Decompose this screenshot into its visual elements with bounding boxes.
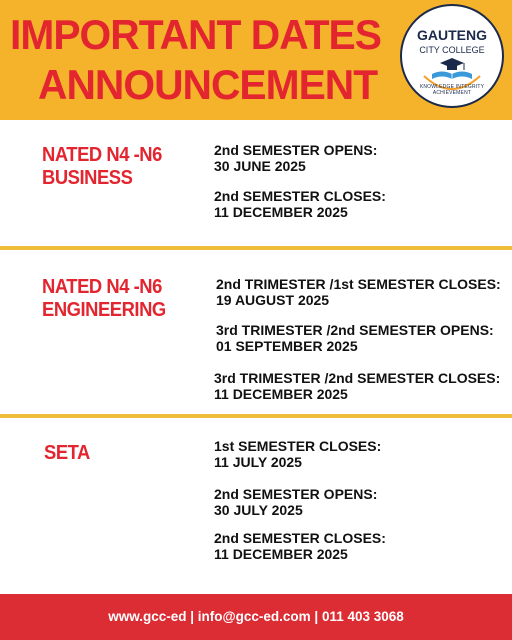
logo-name-line-2: CITY COLLEGE — [419, 45, 485, 55]
header-banner — [0, 0, 512, 120]
title-line-1: IMPORTANT DATES — [10, 11, 381, 58]
date-entry — [214, 438, 381, 470]
section-business — [0, 120, 512, 246]
entry-date: 11 JULY 2025 — [214, 454, 302, 470]
date-entry — [214, 370, 500, 402]
logo-name-line-1: GAUTENG — [417, 27, 487, 43]
entry-heading: 2nd SEMESTER OPENS: — [214, 486, 378, 502]
section-label: SETA — [44, 442, 90, 464]
date-entry — [214, 530, 386, 562]
entry-date: 30 JULY 2025 — [214, 502, 303, 518]
entry-heading: 2nd SEMESTER CLOSES: — [214, 530, 386, 546]
title-line-2: ANNOUNCEMENT — [38, 61, 378, 108]
section-label: NATED N4 -N6 ENGINEERING — [42, 276, 166, 321]
date-entry — [216, 322, 494, 354]
entry-date: 11 DECEMBER 2025 — [214, 386, 348, 402]
logo-motto: KNOWLEDGE INTEGRITY ACHIEVEMENT — [419, 84, 485, 96]
date-entry — [214, 486, 377, 518]
entry-date: 11 DECEMBER 2025 — [214, 204, 348, 220]
footer-contact-bar — [0, 594, 512, 640]
college-logo — [400, 4, 504, 108]
date-entry — [214, 142, 377, 174]
entry-date: 19 AUGUST 2025 — [216, 292, 330, 308]
entry-date: 01 SEPTEMBER 2025 — [216, 338, 358, 354]
footer-contact-text: www.gcc-ed | info@gcc-ed.com | 011 403 3068 — [108, 609, 404, 624]
entry-heading: 3rd TRIMESTER /2nd SEMESTER OPENS: — [216, 322, 494, 338]
entry-date: 11 DECEMBER 2025 — [214, 546, 348, 562]
section-engineering — [0, 250, 512, 414]
entry-heading: 2nd SEMESTER OPENS: — [214, 142, 378, 158]
entry-heading: 2nd TRIMESTER /1st SEMESTER CLOSES: — [216, 276, 501, 292]
date-entry — [214, 188, 386, 220]
entry-heading: 3rd TRIMESTER /2nd SEMESTER CLOSES: — [214, 370, 501, 386]
entry-date: 30 JUNE 2025 — [214, 158, 306, 174]
entry-heading: 2nd SEMESTER CLOSES: — [214, 188, 386, 204]
entry-heading: 1st SEMESTER CLOSES: — [214, 438, 382, 454]
section-seta — [0, 418, 512, 594]
section-label: NATED N4 -N6 BUSINESS — [42, 144, 162, 189]
date-entry — [216, 276, 501, 308]
